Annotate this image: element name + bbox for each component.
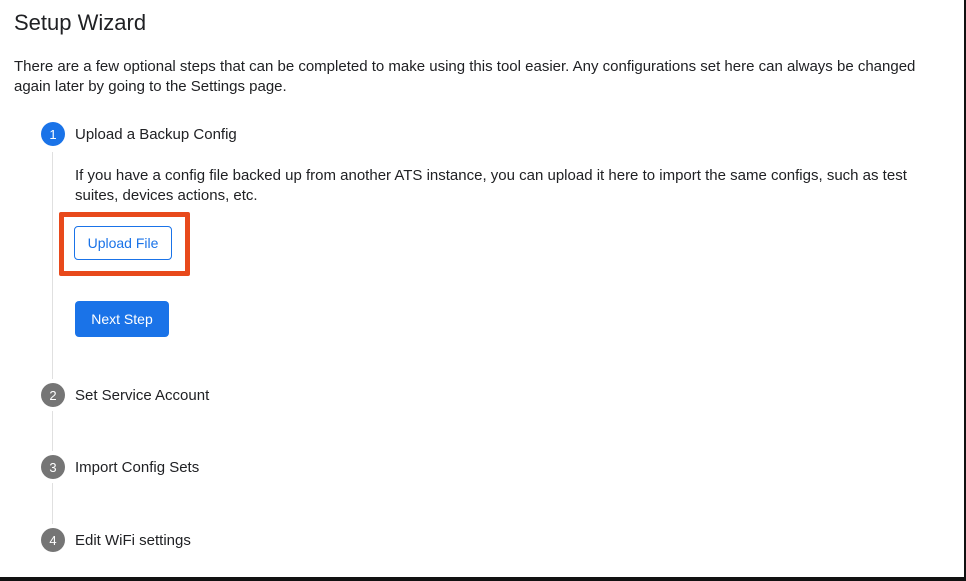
step-1-label: Upload a Backup Config	[75, 126, 237, 143]
stepper-connector-3	[52, 483, 53, 524]
step-3-label: Import Config Sets	[75, 459, 200, 476]
next-step-button[interactable]: Next Step	[75, 301, 169, 337]
step-3-indicator: 3	[41, 455, 65, 479]
stepper-connector-2	[52, 411, 53, 451]
step-4-indicator: 4	[41, 528, 65, 552]
intro-text: There are a few optional steps that can be completed to make using this tool easier. Any configurations set here can always be changed again later by going to the Settings page.	[14, 58, 916, 95]
step-4-label: Edit WiFi settings	[75, 532, 191, 549]
stepper-connector-1	[52, 152, 53, 379]
page-title: Setup Wizard	[14, 10, 147, 35]
step-2-indicator: 2	[41, 383, 65, 407]
step-1-indicator: 1	[41, 122, 65, 146]
step-2-label: Set Service Account	[75, 387, 210, 404]
upload-file-button[interactable]: Upload File	[74, 226, 172, 260]
step-1-description: If you have a config file backed up from another ATS instance, you can upload it here to import the same configs, such as test suites, devices actions, etc.	[75, 167, 907, 204]
